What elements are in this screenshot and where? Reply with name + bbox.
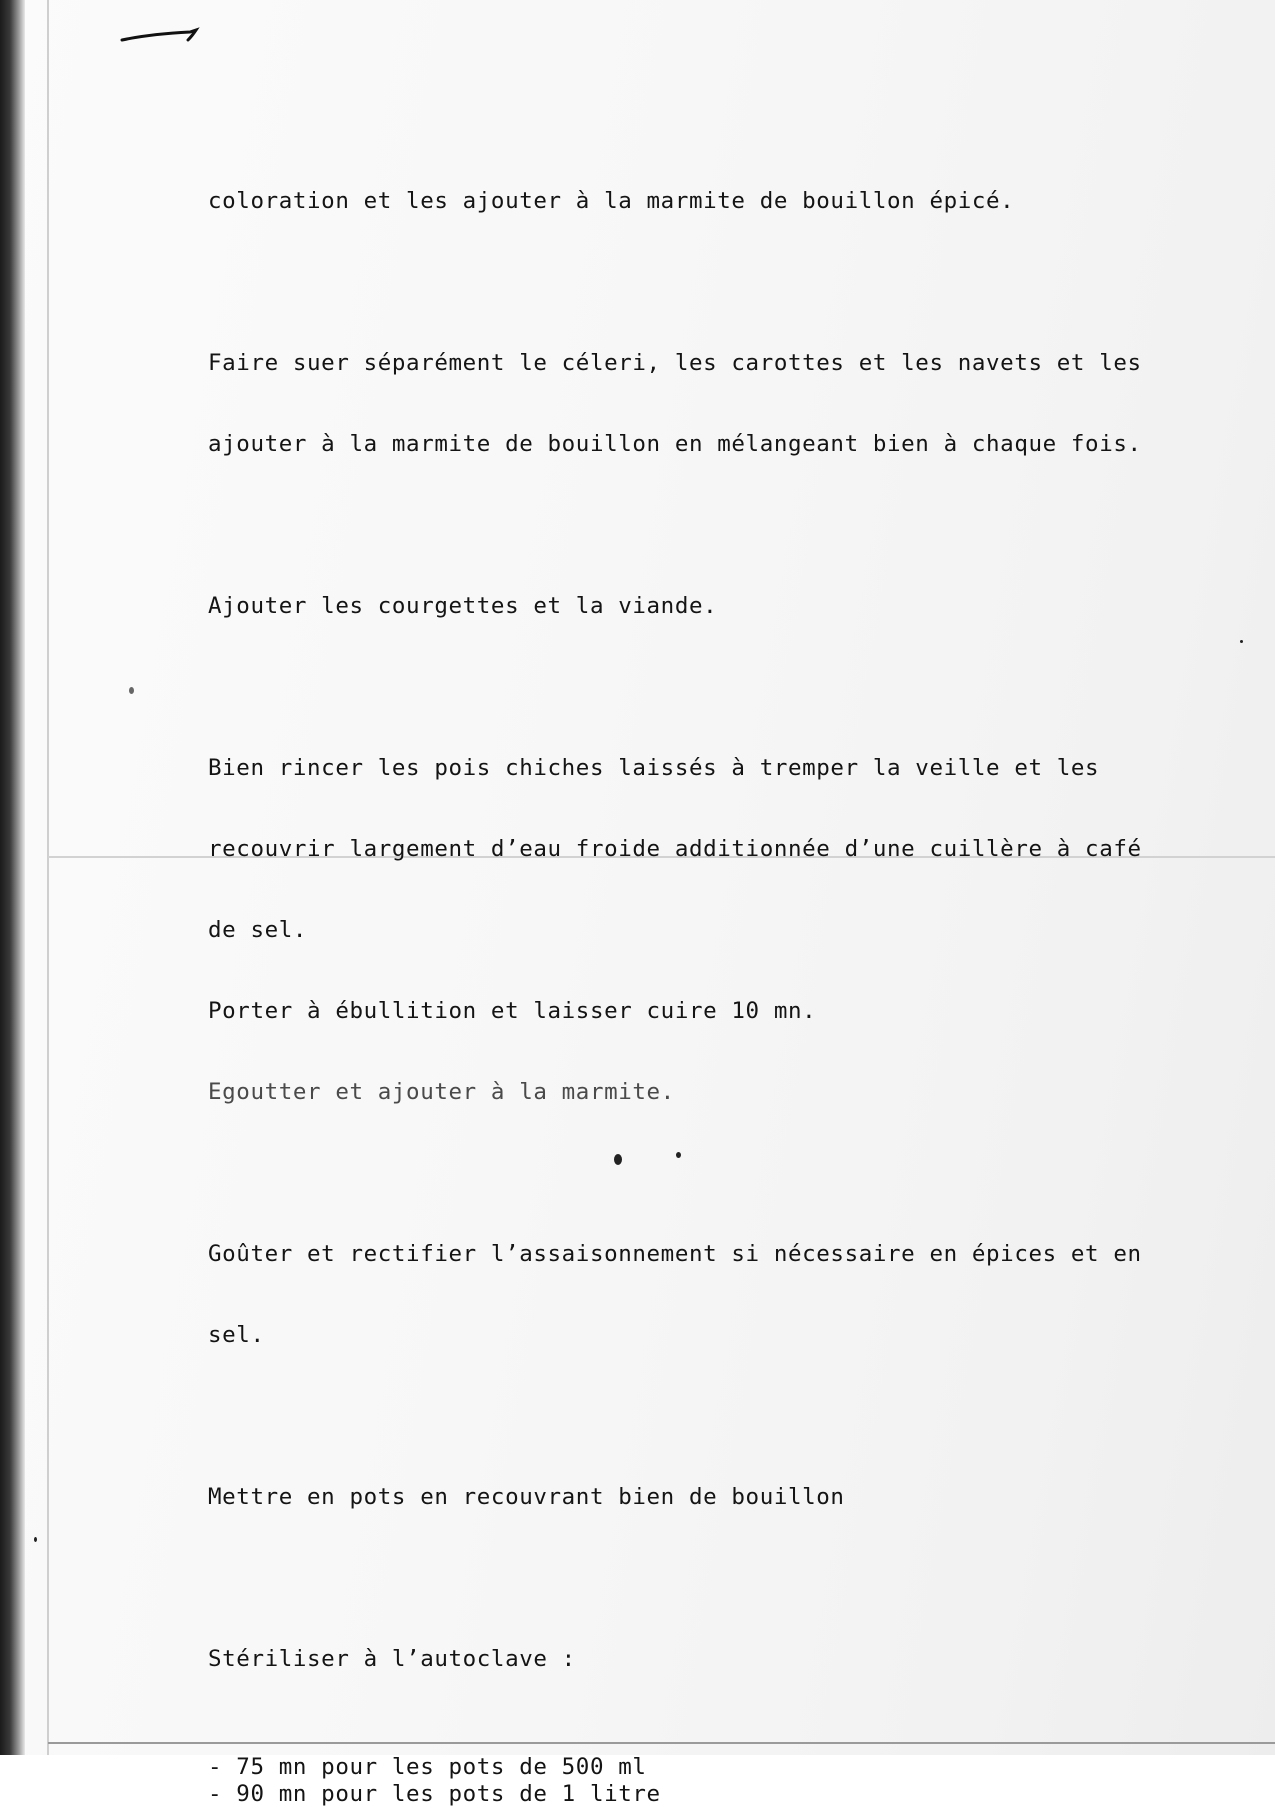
text-line: Ajouter les courgettes et la viande. [208,593,718,619]
text-line: Egoutter et ajouter à la marmite. [208,1079,675,1105]
recipe-text [208,134,1142,1808]
list-item: - 90 mn pour les pots de 1 litre [208,1781,661,1807]
text-line: Porter à ébullition et laisser cuire 10 mn. [208,998,817,1024]
text-line: Mettre en pots en recouvrant bien de bouillon [208,1484,845,1510]
list-item: - 75 mn pour les pots de 500 ml [208,1754,647,1780]
ink-speck [1240,640,1243,643]
paragraph [208,539,1128,674]
text-line: Bien rincer les pois chiches laissés à tremper la veille et les [208,755,1100,781]
text-line: Faire suer séparément le céleri, les carottes et les navets et les [208,350,1142,376]
text-line: ajouter à la marmite de bouillon en mélangeant bien à chaque fois. [208,431,1142,457]
sterilization-times-list [208,1754,1128,1808]
paper-edge-line [47,0,49,1755]
paragraph [208,134,1128,269]
text-line: sel. [208,1322,265,1348]
text-line: Goûter et rectifier l’assaisonnement si nécessaire en épices et en [208,1241,1142,1267]
text-line: coloration et les ajouter à la marmite de bouillon épicé. [208,188,1015,214]
paragraph [208,1592,1128,1727]
paragraph [208,296,1142,512]
text-line: Stériliser à l’autoclave : [208,1646,576,1672]
ink-speck [34,1537,37,1542]
text-line: recouvrir largement d’eau froide additionnée d’une cuillère à café [208,836,1142,862]
paragraph [208,1187,1142,1403]
pen-mark [120,26,200,46]
ink-speck [129,687,134,694]
paragraph [208,1430,1128,1565]
text-line: de sel. [208,917,308,943]
paragraph [208,701,1142,1160]
scan-left-edge [0,0,25,1755]
